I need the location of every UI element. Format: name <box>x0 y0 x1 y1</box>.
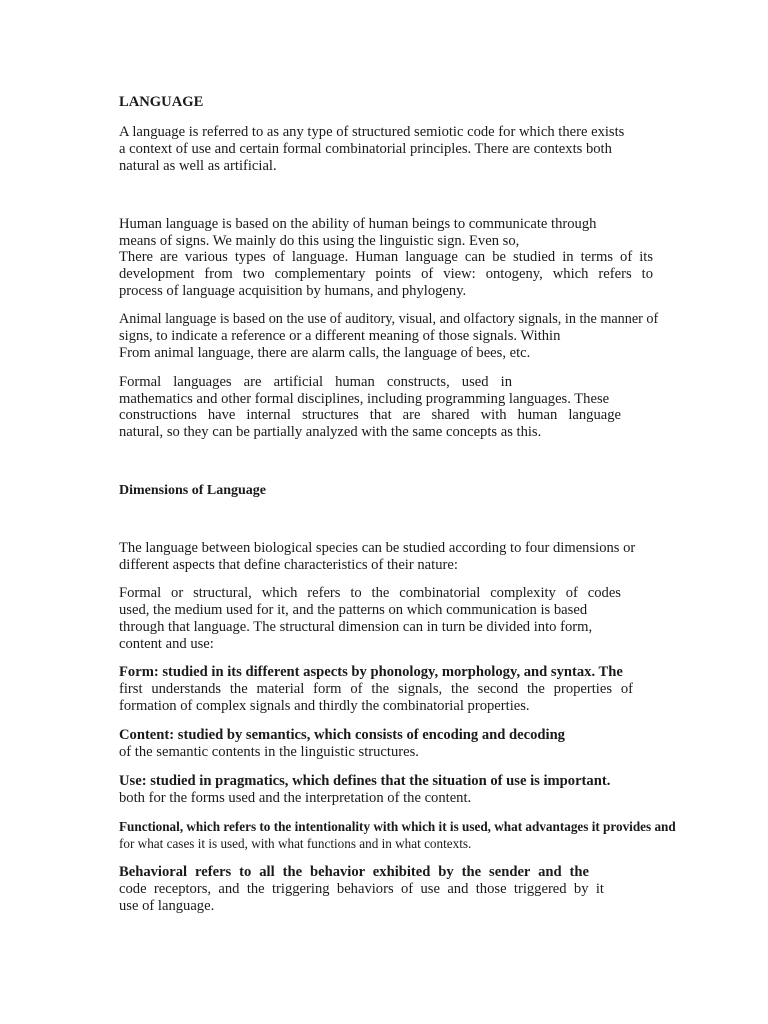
content-heading-line: Content: studied by semantics, which consists of encoding and decoding <box>119 727 565 743</box>
human-line-1: Human language is based on the ability of human beings to communicate through <box>119 216 597 232</box>
dims-intro-line-2: different aspects that define characteristics of their nature: <box>119 557 458 573</box>
formal-line-1: Formal languages are artificial human constructs, used in <box>119 374 512 390</box>
animal-line-3: From animal language, there are alarm calls, the language of bees, etc. <box>119 345 531 361</box>
intro-line-1: A language is referred to as any type of structured semiotic code for which there exists <box>119 124 625 140</box>
structural-line-3: through that language. The structural dimension can in turn be divided into form, <box>119 619 593 635</box>
formal-line-2: mathematics and other formal disciplines, including programming languages. These <box>119 391 610 407</box>
use-heading-line: Use: studied in pragmatics, which defines that the situation of use is important. <box>119 773 611 789</box>
human-line-4: development from two complementary points of view: ontogeny, which refers to <box>119 266 653 282</box>
formal-line-3: constructions have internal structures that are shared with human language <box>119 407 621 423</box>
animal-line-2: signs, to indicate a reference or a different meaning of those signals. Within <box>119 328 561 344</box>
functional-heading-line: Functional, which refers to the intentionality with which it is used, what advantages it provides and <box>119 819 676 834</box>
dims-intro-line-1: The language between biological species can be studied according to four dimensions or <box>119 540 636 556</box>
structural-line-4: content and use: <box>119 636 214 652</box>
behavioral-line-3: use of language. <box>119 898 215 914</box>
animal-line-1: Animal language is based on the use of auditory, visual, and olfactory signals, in the manner of <box>119 311 659 327</box>
human-line-2: means of signs. We mainly do this using the linguistic sign. Even so, <box>119 233 520 249</box>
intro-line-2: a context of use and certain formal combinatorial principles. There are contexts both <box>119 141 612 157</box>
human-line-5: process of language acquisition by humans, and phylogeny. <box>119 283 467 299</box>
formal-line-4: natural, so they can be partially analyzed with the same concepts as this. <box>119 424 542 440</box>
intro-line-3: natural as well as artificial. <box>119 158 277 174</box>
structural-line-2: used, the medium used for it, and the patterns on which communication is based <box>119 602 588 618</box>
use-line-2: both for the forms used and the interpretation of the content. <box>119 790 472 806</box>
form-heading-line: Form: studied in its different aspects by phonology, morphology, and syntax. The <box>119 664 623 680</box>
content-line-2: of the semantic contents in the linguistic structures. <box>119 744 419 760</box>
form-line-2: first understands the material form of the signals, the second the properties of <box>119 681 633 697</box>
form-line-3: formation of complex signals and thirdly the combinatorial properties. <box>119 698 530 714</box>
structural-line-1: Formal or structural, which refers to the combinatorial complexity of codes <box>119 585 621 601</box>
behavioral-heading-line: Behavioral refers to all the behavior exhibited by the sender and the <box>119 864 589 880</box>
functional-line-2: for what cases it is used, with what functions and in what contexts. <box>119 836 472 851</box>
section-heading: Dimensions of Language <box>119 483 267 498</box>
page-title: LANGUAGE <box>119 94 204 110</box>
human-line-3: There are various types of language. Human language can be studied in terms of its <box>119 249 653 265</box>
behavioral-line-2: code receptors, and the triggering behaviors of use and those triggered by it <box>119 881 604 897</box>
